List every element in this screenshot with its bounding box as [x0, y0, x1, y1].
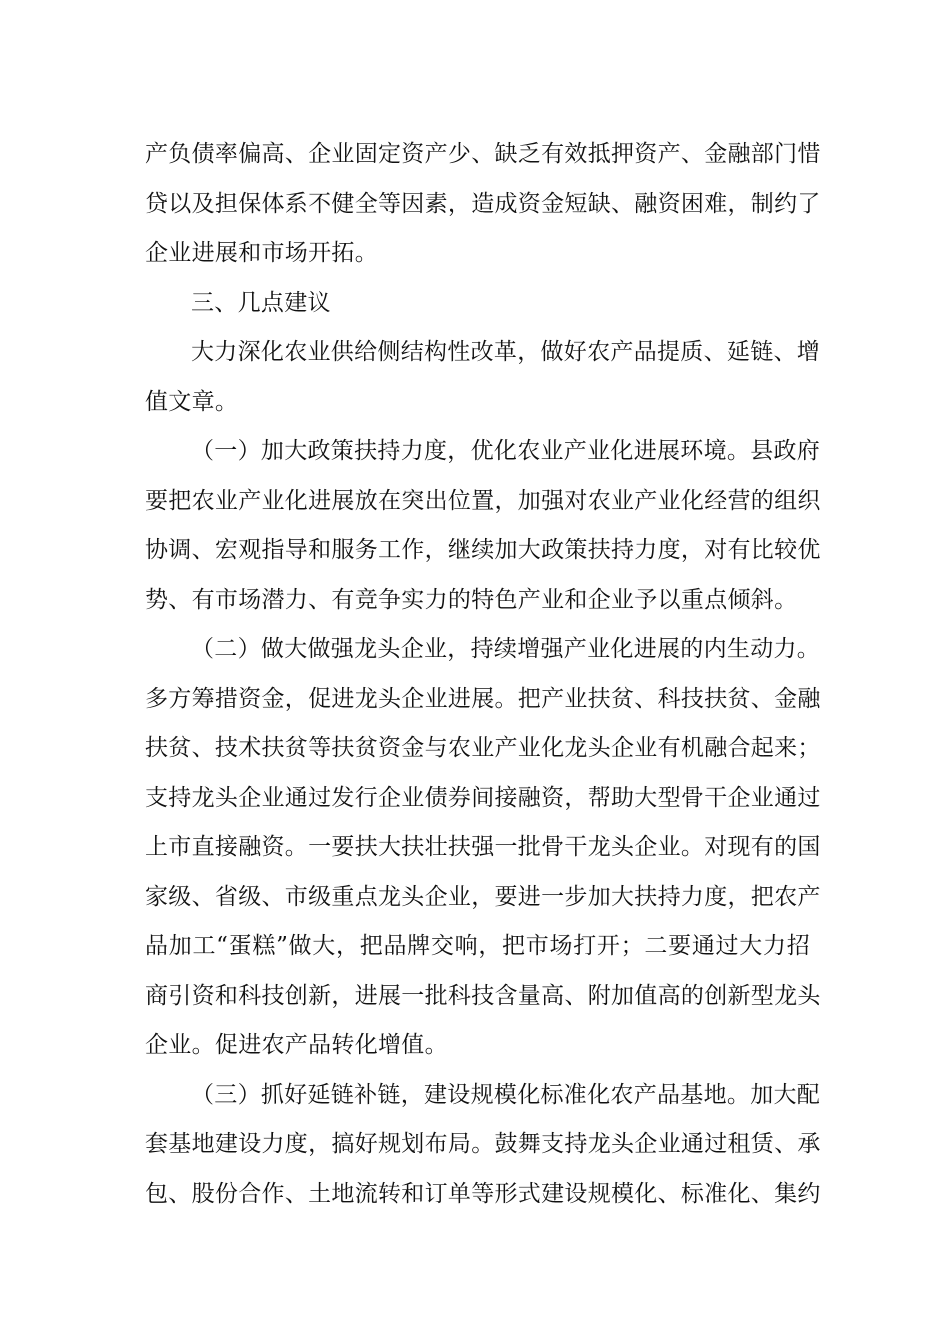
- text-line: 家级、省级、市级重点龙头企业，要进一步加大扶持力度，把农产: [145, 883, 821, 910]
- paragraph-p4: [145, 427, 821, 625]
- document-page: [145, 130, 821, 1219]
- text-line: 支持龙头企业通过发行企业债券间接融资，帮助大型骨干企业通过: [145, 784, 821, 811]
- paragraph-p3: [145, 328, 821, 427]
- paragraph-p1: [145, 130, 821, 279]
- text-line: 品加工“蛋糕”做大，把品牌交响，把市场打开；二要通过大力招: [145, 933, 810, 959]
- text-line: 值文章。: [145, 388, 239, 415]
- text-line: 扶贫、技术扶贫等扶贫资金与农业产业化龙头企业有机融合起来；: [145, 735, 821, 761]
- text-line: （一）加大政策扶持力度，优化农业产业化进展环境。县政府: [191, 438, 821, 464]
- text-line: 要把农业产业化进展放在突出位置，加强对农业产业化经营的组织: [145, 487, 821, 514]
- text-line: 协调、宏观指导和服务工作，继续加大政策扶持力度，对有比较优: [145, 537, 821, 563]
- text-line: 套基地建设力度，搞好规划布局。鼓舞支持龙头企业通过租赁、承: [145, 1131, 821, 1157]
- paragraph-p5: [145, 625, 821, 1071]
- text-line: （二）做大做强龙头企业，持续增强产业化进展的内生动力。: [191, 636, 821, 662]
- text-line: 企业。促进农产品转化增值。: [145, 1032, 448, 1058]
- text-line: （三）抓好延链补链，建设规模化标准化农产品基地。加大配: [191, 1081, 821, 1108]
- text-line: 大力深化农业供给侧结构性改革，做好农产品提质、延链、增: [191, 339, 821, 365]
- paragraph-p6: [145, 1071, 821, 1220]
- text-line: 贷以及担保体系不健全等因素，造成资金短缺、融资困难，制约了: [145, 190, 821, 217]
- text-line: 势、有市场潜力、有竞争实力的特色产业和企业予以重点倾斜。: [145, 586, 798, 613]
- text-line: 上市直接融资。一要扶大扶壮扶强一批骨干龙头企业。对现有的国: [145, 834, 821, 860]
- text-line: 产负债率偏高、企业固定资产少、缺乏有效抵押资产、金融部门惜: [145, 141, 821, 167]
- text-line: 企业进展和市场开拓。: [145, 240, 378, 266]
- text-line: 多方筹措资金，促进龙头企业进展。把产业扶贫、科技扶贫、金融: [145, 685, 821, 712]
- section-heading: [145, 279, 810, 329]
- text-line: 包、股份合作、土地流转和订单等形式建设规模化、标准化、集约: [145, 1180, 821, 1207]
- text-line: 三、几点建议: [191, 289, 331, 316]
- text-line: 商引资和科技创新，进展一批科技含量高、附加值高的创新型龙头: [145, 982, 821, 1009]
